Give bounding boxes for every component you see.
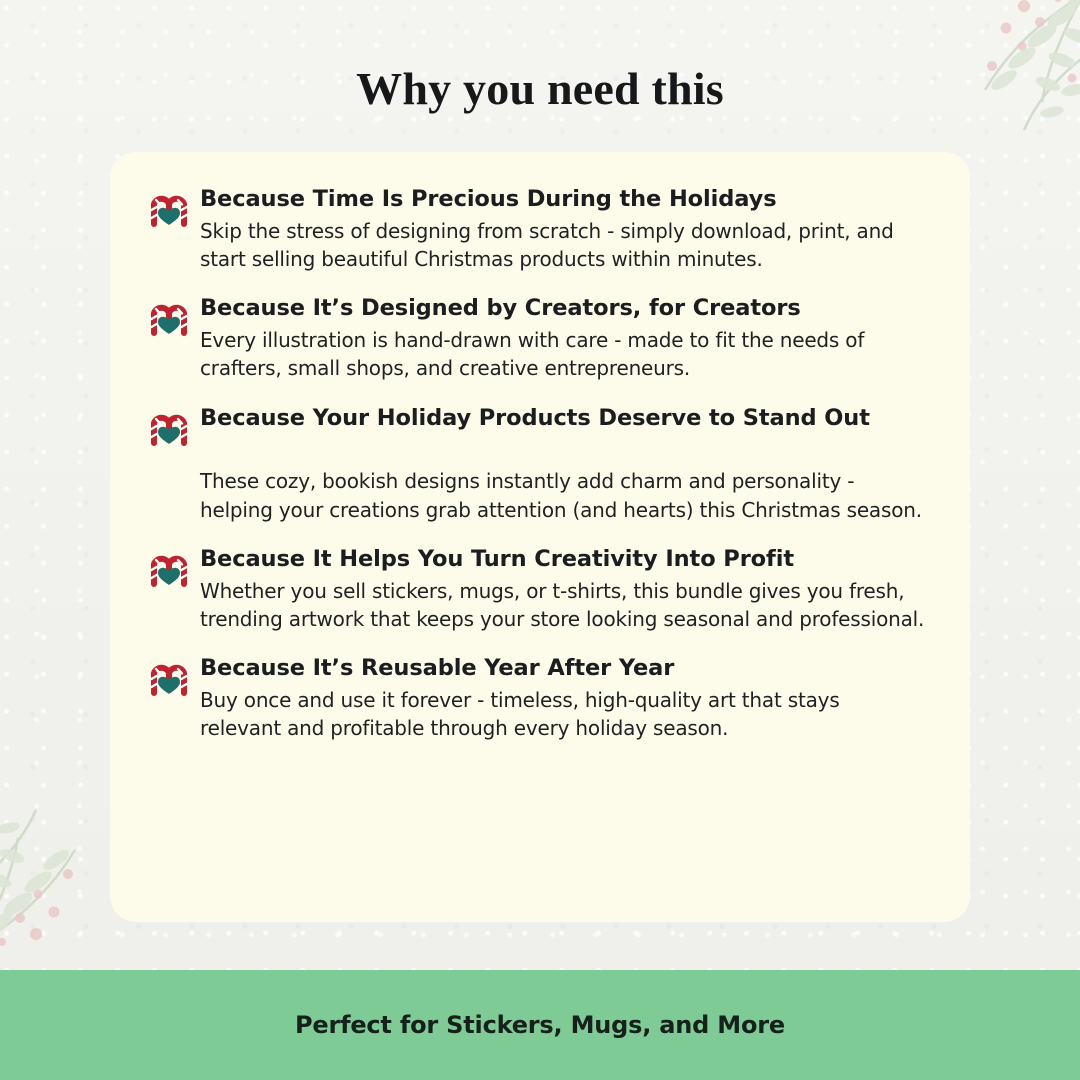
list-item-body xyxy=(200,546,926,633)
list-item xyxy=(146,546,926,633)
list-item xyxy=(146,405,926,524)
list-item xyxy=(146,295,926,382)
list-item-body xyxy=(200,405,926,524)
list-item-text: Skip the stress of designing from scratch - simply download, print, and start selling beautiful Christmas products within minutes. xyxy=(200,218,894,271)
list-item-heading: Because It’s Reusable Year After Year xyxy=(200,655,675,682)
list-item-heading: Because It’s Designed by Creators, for Creators xyxy=(200,295,801,322)
candy-cane-heart-icon xyxy=(146,188,192,230)
list-item-body xyxy=(200,186,926,273)
list-item-body xyxy=(200,295,926,382)
list-item-text: Every illustration is hand-drawn with care - made to fit the needs of crafters, small shops, and creative entrepreneurs. xyxy=(200,327,865,381)
list-item-text: Whether you sell stickers, mugs, or t-shirts, this bundle gives you fresh, trending artwork that keeps your store looking seasonal and professional. xyxy=(200,578,925,631)
list-item-heading: Because Time Is Precious During the Holidays xyxy=(200,186,777,212)
candy-cane-heart-icon xyxy=(146,297,192,339)
candy-cane-heart-icon xyxy=(146,657,192,699)
list-item-body xyxy=(200,655,926,742)
list-item-heading: Because It Helps You Turn Creativity Into Profit xyxy=(200,545,794,572)
list-item-heading: Because Your Holiday Products Deserve to Stand Out xyxy=(200,404,870,431)
page-title: Why you need this xyxy=(356,63,724,114)
list-item xyxy=(146,655,926,742)
list-item-text: These cozy, bookish designs instantly add charm and personality - helping your creations grab attention (and hearts) this Christmas season. xyxy=(200,469,922,522)
footer-banner xyxy=(0,970,1080,1080)
candy-cane-heart-icon xyxy=(146,407,192,449)
benefits-card xyxy=(110,152,970,922)
list-item xyxy=(146,186,926,273)
list-item-text: Buy once and use it forever - timeless, high-quality art that stays relevant and profitable through every holiday season. xyxy=(200,687,840,741)
footer-text: Perfect for Stickers, Mugs, and More xyxy=(294,1011,785,1039)
candy-cane-heart-icon xyxy=(146,548,192,590)
